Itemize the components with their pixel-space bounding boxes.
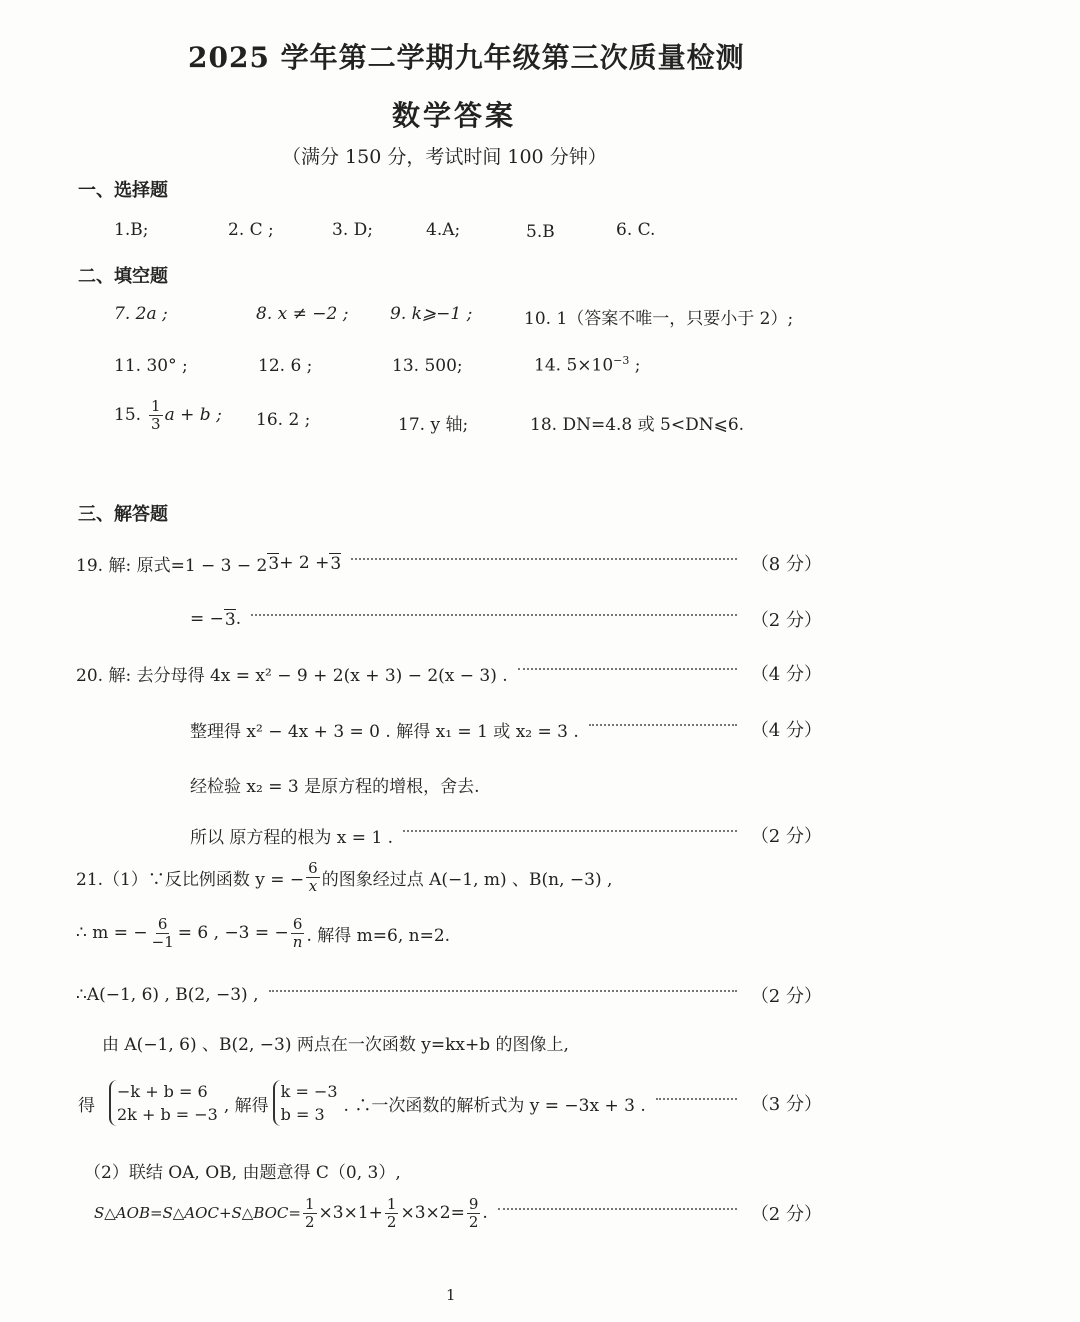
fill-answer-9: 9. k⩾−1 ;	[390, 304, 473, 324]
q21-line-2: ∴ m = − $\frac{6}{-1}$ = 6 , −3 = − $\frac{6}{n}$ . 解得 m=6, n=2.	[76, 915, 451, 951]
q20-line-4: 所以 原方程的根为 x = 1 . （2 分）	[190, 822, 822, 848]
q21-line-7: S△AOB=S△AOC+S△BOC= $\frac{1}{2}$ ×3×1+ $\frac{1}{2}$ ×3×2= $\frac{9}{2}$ . （2 分）	[94, 1195, 822, 1231]
sqrt-3: 3	[330, 553, 342, 574]
q20-line-3: 经检验 x₂ = 3 是原方程的增根，舍去.	[190, 777, 480, 797]
score-mark: （2 分）	[750, 1204, 822, 1225]
q19-line-1: 19. 解: 原式=1 − 3 − 2 3 + 2 + 3 （8 分）	[76, 550, 822, 576]
sqrt-3: 3	[268, 553, 280, 574]
exam-meta: （满分 150 分，考试时间 100 分钟）	[282, 146, 607, 168]
fill-answer-18: 18. DN=4.8 或 5<DN⩽6.	[530, 415, 745, 435]
equation-system-2: k = −3 b = 3	[273, 1080, 344, 1126]
score-mark: （4 分）	[750, 664, 822, 685]
q21-line-6: （2）联结 OA, OB, 由题意得 C（0, 3）,	[84, 1163, 401, 1183]
score-mark: （2 分）	[750, 986, 822, 1007]
fill-answer-10: 10. 1（答案不唯一，只要小于 2）;	[524, 309, 794, 329]
score-mark: （8 分）	[750, 554, 822, 575]
fill-answer-11: 11. 30° ;	[114, 356, 188, 376]
score-mark: （2 分）	[750, 610, 822, 631]
fill-answer-12: 12. 6 ;	[258, 356, 313, 376]
q20-line-2: 整理得 x² − 4x + 3 = 0 . 解得 x₁ = 1 或 x₂ = 3 . （4 分）	[190, 716, 822, 742]
sqrt-3: 3	[224, 609, 236, 630]
fill-answer-8: 8. x ≠ −2 ;	[256, 304, 349, 324]
score-mark: （3 分）	[750, 1094, 822, 1116]
choice-answer-3: 3. D;	[332, 220, 373, 240]
q19-line-2: = − 3 . （2 分）	[190, 606, 822, 632]
choice-answer-4: 4.A;	[426, 220, 461, 240]
choice-answer-1: 1.B;	[114, 220, 149, 240]
choice-answer-5: 5.B	[526, 222, 555, 242]
score-mark: （4 分）	[750, 720, 822, 741]
fill-answer-15: 15. $\frac{1}{3}$ a + b ;	[114, 397, 222, 433]
page-subtitle: 数学答案	[392, 99, 517, 132]
fill-answer-16: 16. 2 ;	[256, 410, 311, 430]
fill-answer-7: 7. 2a ;	[114, 304, 168, 324]
page-title: 2025 学年第二学期九年级第三次质量检测	[188, 41, 745, 74]
q20-line-1: 20. 解: 去分母得 4x = x² − 9 + 2(x + 3) − 2(x − 3) . （4 分）	[76, 660, 822, 686]
q21-line-5: 得 −k + b = 6 2k + b = −3 , 解得 k = −3 b = 3 . ∴一次函数的解析式为 y = −3x + 3 . （3 分）	[78, 1080, 822, 1126]
section-heading-choice: 一、选择题	[78, 180, 168, 201]
choice-answer-6: 6. C.	[616, 220, 656, 240]
fill-answer-14: 14. $5\times 10^{-3}$ ;	[534, 354, 641, 376]
page-number: 1	[446, 1286, 456, 1304]
fill-answer-13: 13. 500;	[392, 356, 463, 376]
fill-answer-17: 17. y 轴;	[398, 415, 469, 435]
equation-system-1: −k + b = 6 2k + b = −3	[109, 1080, 224, 1126]
score-mark: （2 分）	[750, 826, 822, 847]
q21-line-1: 21.（1）∵反比例函数 y = − $\frac{6}{x}$ 的图象经过点 A(−1, m) 、B(n, −3) ,	[76, 859, 613, 895]
q21-line-3: ∴A(−1, 6) , B(2, −3) , （2 分）	[76, 982, 822, 1008]
section-heading-fill: 二、填空题	[78, 266, 168, 287]
q21-line-4: 由 A(−1, 6) 、B(2, −3) 两点在一次函数 y=kx+b 的图像上,	[102, 1035, 569, 1055]
section-heading-solve: 三、解答题	[78, 504, 168, 525]
choice-answer-2: 2. C ;	[228, 220, 274, 240]
